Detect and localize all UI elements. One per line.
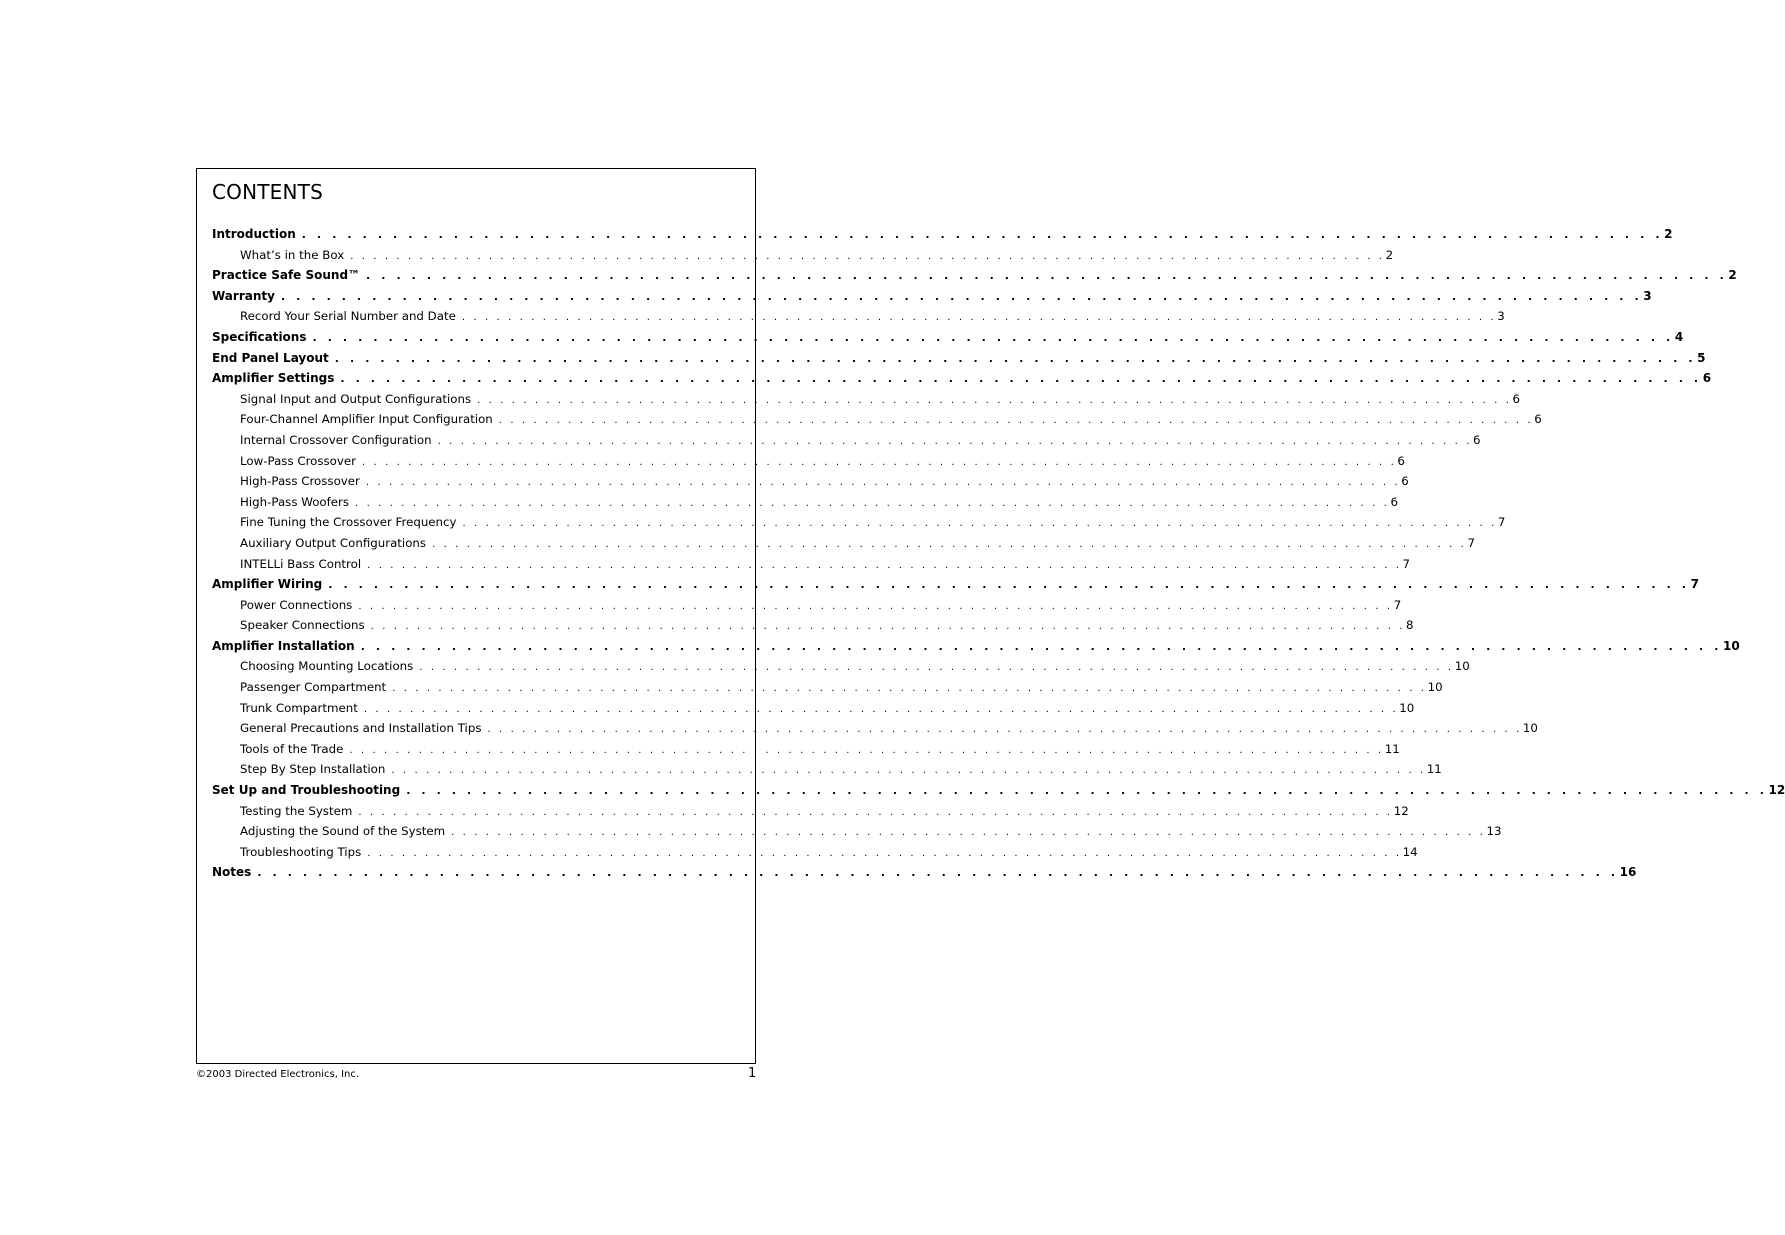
toc-entry-label: End Panel Layout [212,350,329,365]
toc-subsection-entry [212,556,1411,578]
toc-entry-label: Amplifier Installation [212,638,355,653]
toc-entry-page: 6 [1702,371,1712,386]
toc-entry-page: 7 [1393,597,1402,612]
toc-subsection-entry [212,721,1538,742]
dot-leader: . . . . . . . . . . . . . . . . . . . . . . . . . . . . . . . . . . . . . . . . . . . . . . . . . . . . . . . . . . . . . . . . . . . . . . . . . . . . . . . . . . . . . . . . . . [370,621,1406,633]
toc-subsection-entry [212,741,1400,763]
toc-entry-label: Step By Step Installation [240,762,386,777]
dot-leader: . . . . . . . . . . . . . . . . . . . . . . . . . . . . . . . . . . . . . . . . . . . . . . . . . . . . . . . . . . . . . . . . . . . . . . . . . . . . . . . . . . . . . . . . . . [451,827,1486,839]
toc-entry-page: 10 [1454,659,1470,674]
toc-entry-page: 3 [1497,309,1505,324]
dot-leader: . . . . . . . . . . . . . . . . . . . . . . . . . . . . . . . . . . . . . . . . . . . . . . . . . . . . . . . . . . . . . . . . . . . . . . . . . . . . . . . . . . . . . . . . . . [367,847,1402,859]
toc-entry-page: 6 [1473,432,1481,447]
toc-entry-label: INTELLi Bass Control [240,556,362,571]
toc-subsection-entry [212,309,1505,330]
dot-leader: . . . . . . . . . . . . . . . . . . . . . . . . . . . . . . . . . . . . . . . . . . . . . . . . . . . . . . . . . . . . . . . . . . . . . . . . . . . . . . . . . . . . . . . . . . [301,228,1664,241]
toc-section-entry [212,865,1637,886]
toc-entry-label: Troubleshooting Tips [240,844,362,859]
toc-entry-label: Amplifier Settings [212,371,335,386]
dot-leader: . . . . . . . . . . . . . . . . . . . . . . . . . . . . . . . . . . . . . . . . . . . . . . . . . . . . . . . . . . . . . . . . . . . . . . . . . . . . . . . . . . . . . . . . . . [349,744,1384,756]
toc-entry-label: Internal Crossover Configuration [240,432,432,447]
toc-section-entry [212,329,1684,351]
toc-entry-page: 10 [1723,638,1740,653]
toc-entry-label: Warranty [212,288,275,303]
dot-leader: . . . . . . . . . . . . . . . . . . . . . . . . . . . . . . . . . . . . . . . . . . . . . . . . . . . . . . . . . . . . . . . . . . . . . . . . . . . . . . . . . . . . . . . . . . [365,477,1401,489]
dot-leader: . . . . . . . . . . . . . . . . . . . . . . . . . . . . . . . . . . . . . . . . . . . . . . . . . . . . . . . . . . . . . . . . . . . . . . . . . . . . . . . . . . . . . . . . . . [437,435,1473,447]
dot-leader: . . . . . . . . . . . . . . . . . . . . . . . . . . . . . . . . . . . . . . . . . . . . . . . . . . . . . . . . . . . . . . . . . . . . . . . . . . . . . . . . . . . . . . . . . . [328,578,1690,592]
toc-subsection-entry [212,803,1409,825]
toc-entry-page: 2 [1664,227,1673,241]
dot-leader: . . . . . . . . . . . . . . . . . . . . . . . . . . . . . . . . . . . . . . . . . . . . . . . . . . . . . . . . . . . . . . . . . . . . . . . . . . . . . . . . . . . . . . . . . . [358,806,1393,818]
toc-entry-page: 6 [1512,391,1521,406]
toc-entry-label: Tools of the Trade [240,741,344,756]
toc-entry-label: Notes [212,865,252,880]
toc-entry-page: 11 [1426,762,1442,777]
dot-leader: . . . . . . . . . . . . . . . . . . . . . . . . . . . . . . . . . . . . . . . . . . . . . . . . . . . . . . . . . . . . . . . . . . . . . . . . . . . . . . . . . . . . . . . . . . [363,703,1399,715]
toc-subsection-entry [212,515,1506,536]
toc-entry-page: 10 [1399,700,1415,715]
page-title: CONTENTS [212,180,323,204]
dot-leader: . . . . . . . . . . . . . . . . . . . . . . . . . . . . . . . . . . . . . . . . . . . . . . . . . . . . . . . . . . . . . . . . . . . . . . . . . . . . . . . . . . . . . . . . . . [392,683,1427,695]
dot-leader: . . . . . . . . . . . . . . . . . . . . . . . . . . . . . . . . . . . . . . . . . . . . . . . . . . . . . . . . . . . . . . . . . . . . . . . . . . . . . . . . . . . . . . . . . . [419,662,1454,674]
footer-page-number: 1 [748,1066,757,1081]
toc-entry-label: General Precautions and Installation Tips [240,721,482,736]
toc-entry-page: 12 [1393,803,1409,818]
toc-entry-page: 7 [1402,556,1411,571]
dot-leader: . . . . . . . . . . . . . . . . . . . . . . . . . . . . . . . . . . . . . . . . . . . . . . . . . . . . . . . . . . . . . . . . . . . . . . . . . . . . . . . . . . . . . . . . . . [355,497,1390,509]
toc-entry-label: Set Up and Troubleshooting [212,783,401,798]
toc-subsection-entry [212,247,1394,269]
toc-subsection-entry [212,844,1418,866]
toc-entry-label: Speaker Connections [240,618,365,633]
toc-entry-label: Choosing Mounting Locations [240,659,414,674]
toc-entry-page: 4 [1674,329,1684,344]
dot-leader: . . . . . . . . . . . . . . . . . . . . . . . . . . . . . . . . . . . . . . . . . . . . . . . . . . . . . . . . . . . . . . . . . . . . . . . . . . . . . . . . . . . . . . . . . . [477,394,1512,406]
dot-leader: . . . . . . . . . . . . . . . . . . . . . . . . . . . . . . . . . . . . . . . . . . . . . . . . . . . . . . . . . . . . . . . . . . . . . . . . . . . . . . . . . . . . . . . . . . [360,639,1723,653]
dot-leader: . . . . . . . . . . . . . . . . . . . . . . . . . . . . . . . . . . . . . . . . . . . . . . . . . . . . . . . . . . . . . . . . . . . . . . . . . . . . . . . . . . . . . . . . . . [350,250,1385,262]
toc-subsection-entry [212,412,1542,433]
toc-entry-label: Amplifier Wiring [212,577,323,592]
toc-section-entry [212,371,1712,392]
toc-section-entry [212,638,1740,660]
toc-entry-label: Adjusting the Sound of the System [240,824,446,839]
toc-entry-page: 5 [1697,350,1706,365]
toc-entry-page: 14 [1402,844,1418,859]
toc-subsection-entry [212,700,1415,722]
dot-leader: . . . . . . . . . . . . . . . . . . . . . . . . . . . . . . . . . . . . . . . . . . . . . . . . . . . . . . . . . . . . . . . . . . . . . . . . . . . . . . . . . . . . . . . . . . [312,330,1674,344]
toc-entry-label: Four-Channel Amplifier Input Configuration [240,412,493,427]
dot-leader: . . . . . . . . . . . . . . . . . . . . . . . . . . . . . . . . . . . . . . . . . . . . . . . . . . . . . . . . . . . . . . . . . . . . . . . . . . . . . . . . . . . . . . . . . . [362,456,1397,468]
dot-leader: . . . . . . . . . . . . . . . . . . . . . . . . . . . . . . . . . . . . . . . . . . . . . . . . . . . . . . . . . . . . . . . . . . . . . . . . . . . . . . . . . . . . . . . . . . [257,866,1619,880]
toc-subsection-entry [212,453,1405,475]
toc-entry-page: 6 [1397,453,1405,468]
toc-subsection-entry [212,597,1402,619]
toc-entry-page: 2 [1728,268,1737,283]
dot-leader: . . . . . . . . . . . . . . . . . . . . . . . . . . . . . . . . . . . . . . . . . . . . . . . . . . . . . . . . . . . . . . . . . . . . . . . . . . . . . . . . . . . . . . . . . . [462,518,1497,530]
toc-entry-page: 7 [1467,535,1475,550]
toc-entry-page: 6 [1390,494,1398,509]
toc-entry-page: 7 [1497,515,1506,530]
toc-subsection-entry [212,391,1521,413]
dot-leader: . . . . . . . . . . . . . . . . . . . . . . . . . . . . . . . . . . . . . . . . . . . . . . . . . . . . . . . . . . . . . . . . . . . . . . . . . . . . . . . . . . . . . . . . . . [367,559,1402,571]
toc-section-entry [212,577,1699,598]
toc-entry-label: Auxiliary Output Configurations [240,535,427,550]
dot-leader: . . . . . . . . . . . . . . . . . . . . . . . . . . . . . . . . . . . . . . . . . . . . . . . . . . . . . . . . . . . . . . . . . . . . . . . . . . . . . . . . . . . . . . . . . . [366,269,1728,283]
dot-leader: . . . . . . . . . . . . . . . . . . . . . . . . . . . . . . . . . . . . . . . . . . . . . . . . . . . . . . . . . . . . . . . . . . . . . . . . . . . . . . . . . . . . . . . . . . [334,351,1697,365]
toc-section-entry [212,288,1652,310]
toc-subsection-entry [212,494,1398,516]
dot-leader: . . . . . . . . . . . . . . . . . . . . . . . . . . . . . . . . . . . . . . . . . . . . . . . . . . . . . . . . . . . . . . . . . . . . . . . . . . . . . . . . . . . . . . . . . . [487,724,1522,736]
dot-leader: . . . . . . . . . . . . . . . . . . . . . . . . . . . . . . . . . . . . . . . . . . . . . . . . . . . . . . . . . . . . . . . . . . . . . . . . . . . . . . . . . . . . . . . . . . [340,372,1702,386]
toc-section-entry [212,268,1737,289]
toc-entry-label: Power Connections [240,597,353,612]
toc-entry-page: 10 [1522,721,1538,736]
toc-entry-page: 3 [1643,288,1652,303]
toc-subsection-entry [212,474,1409,495]
dot-leader: . . . . . . . . . . . . . . . . . . . . . . . . . . . . . . . . . . . . . . . . . . . . . . . . . . . . . . . . . . . . . . . . . . . . . . . . . . . . . . . . . . . . . . . . . . [391,765,1426,777]
table-of-contents [212,227,1785,886]
toc-entry-label: High-Pass Crossover [240,474,360,489]
toc-entry-label: Specifications [212,329,307,344]
toc-entry-page: 10 [1427,680,1443,695]
toc-entry-label: Testing the System [240,803,353,818]
toc-subsection-entry [212,535,1475,557]
toc-section-entry [212,783,1785,804]
dot-leader: . . . . . . . . . . . . . . . . . . . . . . . . . . . . . . . . . . . . . . . . . . . . . . . . . . . . . . . . . . . . . . . . . . . . . . . . . . . . . . . . . . . . . . . . . . [280,289,1643,303]
toc-entry-label: Passenger Compartment [240,680,387,695]
toc-entry-page: 13 [1486,824,1502,839]
toc-entry-page: 2 [1385,247,1394,262]
toc-entry-page: 6 [1534,412,1542,427]
dot-leader: . . . . . . . . . . . . . . . . . . . . . . . . . . . . . . . . . . . . . . . . . . . . . . . . . . . . . . . . . . . . . . . . . . . . . . . . . . . . . . . . . . . . . . . . . . [498,415,1534,427]
toc-subsection-entry [212,659,1470,680]
toc-entry-page: 6 [1401,474,1409,489]
toc-subsection-entry [212,680,1443,701]
toc-entry-label: Low-Pass Crossover [240,453,356,468]
toc-subsection-entry [212,824,1502,845]
toc-entry-label: Signal Input and Output Configurations [240,391,472,406]
toc-subsection-entry [212,762,1442,783]
contents-frame [196,168,1785,1064]
toc-entry-page: 11 [1384,741,1400,756]
dot-leader: . . . . . . . . . . . . . . . . . . . . . . . . . . . . . . . . . . . . . . . . . . . . . . . . . . . . . . . . . . . . . . . . . . . . . . . . . . . . . . . . . . . . . . . . . . [461,312,1497,324]
toc-entry-label: Trunk Compartment [240,700,358,715]
toc-section-entry [212,227,1673,248]
footer-copyright: ©2003 Directed Electronics, Inc. [196,1069,360,1080]
toc-entry-page: 12 [1768,783,1785,798]
toc-entry-label: Introduction [212,227,296,241]
toc-entry-label: Fine Tuning the Crossover Frequency [240,515,457,530]
dot-leader: . . . . . . . . . . . . . . . . . . . . . . . . . . . . . . . . . . . . . . . . . . . . . . . . . . . . . . . . . . . . . . . . . . . . . . . . . . . . . . . . . . . . . . . . . . [432,538,1467,550]
dot-leader: . . . . . . . . . . . . . . . . . . . . . . . . . . . . . . . . . . . . . . . . . . . . . . . . . . . . . . . . . . . . . . . . . . . . . . . . . . . . . . . . . . . . . . . . . . [406,784,1768,798]
toc-entry-page: 8 [1406,618,1414,633]
toc-entry-label: Practice Safe Sound™ [212,268,361,283]
toc-entry-page: 16 [1619,865,1637,880]
toc-subsection-entry [212,618,1414,639]
toc-subsection-entry [212,432,1481,454]
dot-leader: . . . . . . . . . . . . . . . . . . . . . . . . . . . . . . . . . . . . . . . . . . . . . . . . . . . . . . . . . . . . . . . . . . . . . . . . . . . . . . . . . . . . . . . . . . [358,600,1393,612]
toc-entry-page: 7 [1690,577,1699,592]
toc-entry-label: High-Pass Woofers [240,494,350,509]
toc-section-entry [212,350,1706,372]
toc-entry-label: What’s in the Box [240,247,345,262]
toc-entry-label: Record Your Serial Number and Date [240,309,456,324]
